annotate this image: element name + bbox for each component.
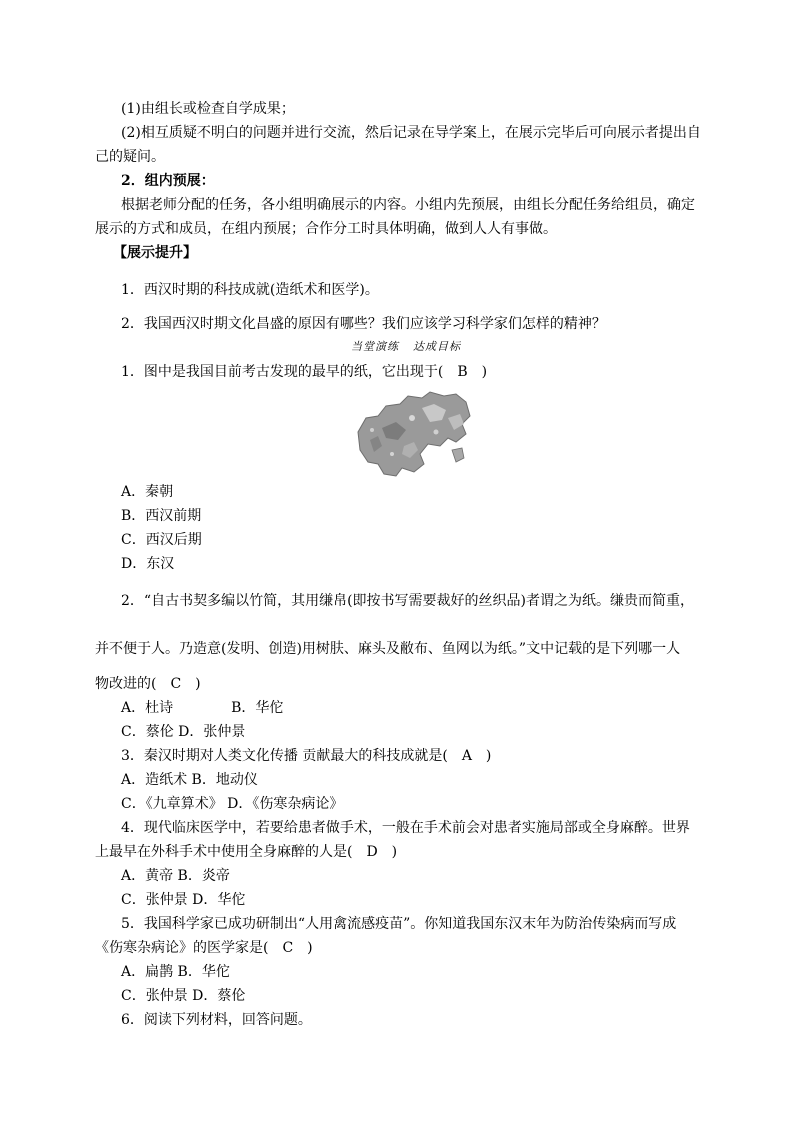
line-9: 2．我国西汉时期文化昌盛的原因有哪些？我们应该学习科学家们怎样的精神？ <box>121 316 606 332</box>
q5-options-ab: A．扁鹊 B．华佗 <box>121 964 230 980</box>
line-5: 根据老师分配的任务，各小组明确展示的内容。小组内先预展，由组长分配任务给组员，确定 <box>121 197 695 213</box>
q3-stem: 3．秦汉时期对人类文化传播 贡献最大的科技成就是( A ) <box>121 748 492 764</box>
q2-options-ab <box>121 699 283 717</box>
banner-left: 当堂演练 <box>351 340 399 353</box>
section-heading-zhanshi: 【展示提升】 <box>113 245 197 261</box>
banner-right: 达成目标 <box>413 340 461 353</box>
line-4: 2．组内预展： <box>121 173 215 189</box>
q1-option-b: B．西汉前期 <box>121 508 202 524</box>
q1-option-a: A．秦朝 <box>121 484 174 500</box>
q3-options-cd: C．《九章算术》 D．《伤寒杂病论》 <box>121 796 344 812</box>
q2-line-2: 并不便于人。乃造意(发明、创造)用树肤、麻头及敝布、鱼网以为纸。”文中记载的是下列哪一人 <box>95 641 681 657</box>
q2-options-cd: C．蔡伦 D．张仲景 <box>121 724 246 740</box>
q5-line-2: 《伤寒杂病论》的医学家是( C ) <box>95 940 313 956</box>
q2-line-1: 2．“自古书契多编以竹简，其用缣帛(即按书写需要裁好的丝织品)者谓之为纸。缣贵而简重， <box>121 593 694 609</box>
line-3: 己的疑问。 <box>95 149 165 165</box>
q4-options-cd: C．张仲景 D．华佗 <box>121 892 246 908</box>
line-8: 1．西汉时期的科技成就(造纸术和医学)。 <box>121 282 379 298</box>
q5-options-cd: C．张仲景 D．蔡伦 <box>121 988 246 1004</box>
line-2: (2)相互质疑不明白的问题并进行交流，然后记录在导学案上，在展示完毕后可向展示者提出自 <box>121 125 701 141</box>
q4-options-ab: A．黄帝 B．炎帝 <box>121 868 230 884</box>
q1-option-c: C．西汉后期 <box>121 532 202 548</box>
q2-option-b: B．华佗 <box>231 700 284 716</box>
line-6: 展示的方式和成员，在组内预展；合作分工时具体明确，做到人人有事做。 <box>95 221 557 237</box>
ancient-paper-photo <box>352 388 476 481</box>
q3-options-ab: A．造纸术 B．地动仪 <box>121 772 258 788</box>
q2-line-3: 物改进的( C ) <box>95 676 201 692</box>
line-1: (1)由组长或检查自学成果； <box>121 101 295 117</box>
q1-stem: 1．图中是我国目前考古发现的最早的纸，它出现于( B ) <box>121 364 488 380</box>
q4-line-2: 上最早在外科手术中使用全身麻醉的人是( D ) <box>95 844 398 860</box>
section-banner <box>351 338 461 354</box>
q5-line-1: 5．我国科学家已成功研制出“人用禽流感疫苗”。你知道我国东汉末年为防治传染病而写成 <box>121 916 677 932</box>
q6-stem: 6．阅读下列材料，回答问题。 <box>121 1012 312 1028</box>
q4-line-1: 4．现代临床医学中，若要给患者做手术，一般在手术前会对患者实施局部或全身麻醉。世界 <box>121 820 690 836</box>
q2-option-a: A．杜诗 <box>121 700 174 716</box>
q1-option-d: D．东汉 <box>121 556 175 572</box>
